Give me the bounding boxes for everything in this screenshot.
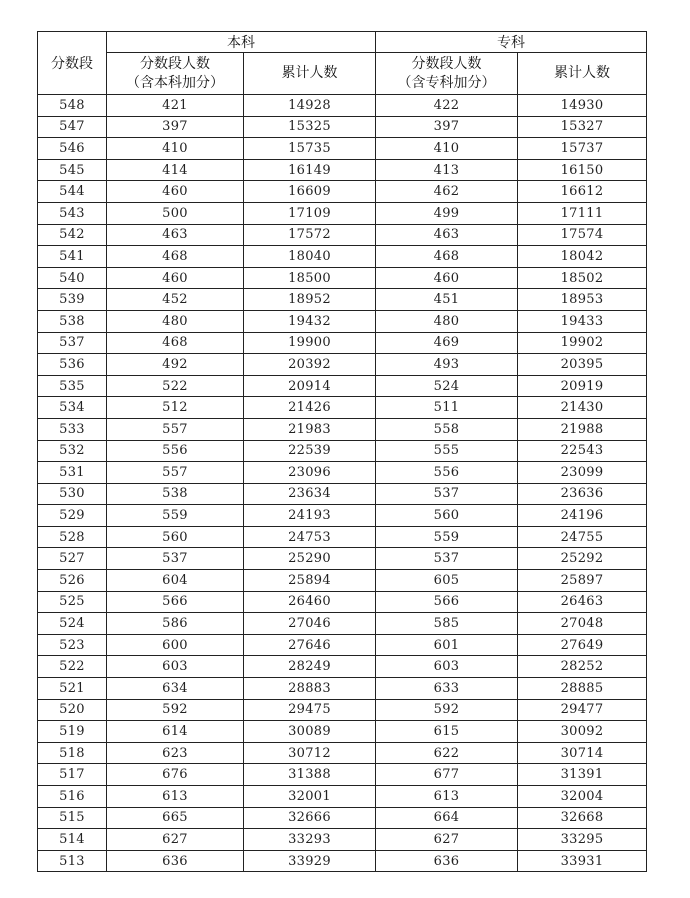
junior-count-cell: 493 xyxy=(376,354,518,376)
score-cell: 542 xyxy=(38,224,107,246)
score-cell: 531 xyxy=(38,462,107,484)
table-header xyxy=(38,32,647,95)
junior-cumulative-cell: 25292 xyxy=(518,548,647,570)
junior-cumulative-cell: 27048 xyxy=(518,613,647,635)
junior-cumulative-cell: 33295 xyxy=(518,829,647,851)
table-row xyxy=(38,95,647,117)
score-cell: 539 xyxy=(38,289,107,311)
undergrad-cumulative-cell: 18500 xyxy=(244,267,376,289)
score-cell: 515 xyxy=(38,807,107,829)
undergrad-count-cell: 460 xyxy=(107,267,244,289)
score-cell: 535 xyxy=(38,375,107,397)
undergrad-cumulative-cell: 32001 xyxy=(244,786,376,808)
junior-count-cell: 463 xyxy=(376,224,518,246)
table-row xyxy=(38,764,647,786)
score-cell: 523 xyxy=(38,634,107,656)
junior-count-cell: 469 xyxy=(376,332,518,354)
score-cell: 547 xyxy=(38,116,107,138)
table-row xyxy=(38,656,647,678)
junior-cumulative-cell: 17574 xyxy=(518,224,647,246)
score-cell: 520 xyxy=(38,699,107,721)
junior-cumulative-cell: 19433 xyxy=(518,310,647,332)
junior-cumulative-cell: 21430 xyxy=(518,397,647,419)
junior-group-header: 专科 xyxy=(376,32,647,53)
score-cell: 533 xyxy=(38,418,107,440)
undergrad-cumulative-cell: 16149 xyxy=(244,159,376,181)
undergrad-cumulative-cell: 17109 xyxy=(244,202,376,224)
junior-count-cell: 537 xyxy=(376,548,518,570)
table-row xyxy=(38,634,647,656)
table-row xyxy=(38,678,647,700)
undergrad-count-cell: 636 xyxy=(107,850,244,872)
table-row xyxy=(38,742,647,764)
junior-count-cell: 605 xyxy=(376,570,518,592)
junior-cumulative-cell: 17111 xyxy=(518,202,647,224)
undergrad-count-cell: 560 xyxy=(107,526,244,548)
table-row xyxy=(38,289,647,311)
junior-count-cell: 524 xyxy=(376,375,518,397)
table-row xyxy=(38,138,647,160)
undergrad-cumulative-cell: 14928 xyxy=(244,95,376,117)
undergrad-cumulative-cell: 18952 xyxy=(244,289,376,311)
undergrad-cumulative-cell: 27046 xyxy=(244,613,376,635)
score-cell: 528 xyxy=(38,526,107,548)
junior-count-header-line2: （含专科加分） xyxy=(397,74,496,91)
table-row xyxy=(38,699,647,721)
undergrad-count-cell: 537 xyxy=(107,548,244,570)
table-row xyxy=(38,505,647,527)
undergrad-count-cell: 634 xyxy=(107,678,244,700)
undergrad-count-cell: 492 xyxy=(107,354,244,376)
junior-count-cell: 537 xyxy=(376,483,518,505)
undergrad-count-cell: 480 xyxy=(107,310,244,332)
junior-cumulative-cell: 14930 xyxy=(518,95,647,117)
undergrad-count-cell: 627 xyxy=(107,829,244,851)
undergrad-cumulative-cell: 25290 xyxy=(244,548,376,570)
score-cell: 518 xyxy=(38,742,107,764)
junior-cumulative-cell: 18502 xyxy=(518,267,647,289)
table-row xyxy=(38,332,647,354)
table-row xyxy=(38,829,647,851)
undergrad-cumulative-cell: 20914 xyxy=(244,375,376,397)
undergrad-count-cell: 566 xyxy=(107,591,244,613)
junior-count-cell: 601 xyxy=(376,634,518,656)
junior-cumulative-cell: 18042 xyxy=(518,246,647,268)
junior-count-cell: 603 xyxy=(376,656,518,678)
undergrad-count-cell: 463 xyxy=(107,224,244,246)
table-row xyxy=(38,483,647,505)
undergrad-count-cell: 522 xyxy=(107,375,244,397)
junior-count-cell: 413 xyxy=(376,159,518,181)
undergrad-cumulative-cell: 16609 xyxy=(244,181,376,203)
table-row xyxy=(38,181,647,203)
junior-count-cell: 585 xyxy=(376,613,518,635)
table-row xyxy=(38,310,647,332)
undergrad-count-cell: 500 xyxy=(107,202,244,224)
undergrad-count-cell: 421 xyxy=(107,95,244,117)
undergrad-count-cell: 468 xyxy=(107,246,244,268)
undergrad-cumulative-cell: 24753 xyxy=(244,526,376,548)
undergrad-cumulative-cell: 26460 xyxy=(244,591,376,613)
table-row xyxy=(38,159,647,181)
undergrad-count-cell: 556 xyxy=(107,440,244,462)
undergrad-cumulative-cell: 21426 xyxy=(244,397,376,419)
undergrad-count-cell: 603 xyxy=(107,656,244,678)
junior-cumulative-cell: 16150 xyxy=(518,159,647,181)
undergrad-count-cell: 557 xyxy=(107,418,244,440)
table-row xyxy=(38,721,647,743)
junior-cumulative-cell: 25897 xyxy=(518,570,647,592)
junior-count-cell: 460 xyxy=(376,267,518,289)
undergrad-count-cell: 397 xyxy=(107,116,244,138)
undergrad-cumulative-cell: 32666 xyxy=(244,807,376,829)
junior-count-cell: 556 xyxy=(376,462,518,484)
junior-cumulative-cell: 19902 xyxy=(518,332,647,354)
undergrad-cumulative-cell: 22539 xyxy=(244,440,376,462)
junior-cumulative-cell: 20919 xyxy=(518,375,647,397)
undergrad-count-header xyxy=(107,53,244,95)
junior-count-cell: 636 xyxy=(376,850,518,872)
table-row xyxy=(38,613,647,635)
table-row xyxy=(38,202,647,224)
undergrad-count-header-line1: 分数段人数 xyxy=(140,55,210,72)
undergrad-count-cell: 586 xyxy=(107,613,244,635)
score-cell: 522 xyxy=(38,656,107,678)
undergrad-count-cell: 460 xyxy=(107,181,244,203)
score-cell: 517 xyxy=(38,764,107,786)
undergrad-count-cell: 665 xyxy=(107,807,244,829)
undergrad-group-header: 本科 xyxy=(107,32,376,53)
score-cell: 525 xyxy=(38,591,107,613)
score-cell: 514 xyxy=(38,829,107,851)
score-cell: 543 xyxy=(38,202,107,224)
junior-count-cell: 462 xyxy=(376,181,518,203)
undergrad-cumulative-cell: 18040 xyxy=(244,246,376,268)
undergrad-cumulative-cell: 29475 xyxy=(244,699,376,721)
undergrad-cumulative-cell: 24193 xyxy=(244,505,376,527)
header-row-top xyxy=(38,32,647,53)
score-cell: 540 xyxy=(38,267,107,289)
undergrad-cumulative-cell: 23634 xyxy=(244,483,376,505)
undergrad-count-cell: 676 xyxy=(107,764,244,786)
score-cell: 527 xyxy=(38,548,107,570)
junior-cumulative-cell: 31391 xyxy=(518,764,647,786)
undergrad-cumulative-cell: 28249 xyxy=(244,656,376,678)
junior-count-cell: 664 xyxy=(376,807,518,829)
undergrad-cumulative-cell: 20392 xyxy=(244,354,376,376)
junior-count-cell: 627 xyxy=(376,829,518,851)
junior-cumulative-cell: 32004 xyxy=(518,786,647,808)
undergrad-cumulative-cell: 27646 xyxy=(244,634,376,656)
undergrad-cumulative-cell: 33929 xyxy=(244,850,376,872)
score-cell: 544 xyxy=(38,181,107,203)
undergrad-cumulative-cell: 28883 xyxy=(244,678,376,700)
undergrad-count-cell: 538 xyxy=(107,483,244,505)
score-cell: 534 xyxy=(38,397,107,419)
junior-cumulative-cell: 22543 xyxy=(518,440,647,462)
undergrad-cumulative-cell: 19900 xyxy=(244,332,376,354)
table-row xyxy=(38,591,647,613)
undergrad-count-cell: 559 xyxy=(107,505,244,527)
header-row-sub xyxy=(38,53,647,95)
junior-cumulative-cell: 28885 xyxy=(518,678,647,700)
junior-count-cell: 397 xyxy=(376,116,518,138)
undergrad-cumulative-header: 累计人数 xyxy=(244,53,376,95)
junior-cumulative-cell: 26463 xyxy=(518,591,647,613)
table-row xyxy=(38,526,647,548)
score-cell: 526 xyxy=(38,570,107,592)
table-row xyxy=(38,354,647,376)
score-cell: 537 xyxy=(38,332,107,354)
undergrad-count-cell: 468 xyxy=(107,332,244,354)
undergrad-cumulative-cell: 31388 xyxy=(244,764,376,786)
undergrad-cumulative-cell: 25894 xyxy=(244,570,376,592)
junior-count-cell: 622 xyxy=(376,742,518,764)
junior-count-cell: 451 xyxy=(376,289,518,311)
junior-cumulative-cell: 16612 xyxy=(518,181,647,203)
score-distribution-table xyxy=(37,31,647,872)
undergrad-cumulative-cell: 30089 xyxy=(244,721,376,743)
junior-cumulative-cell: 15327 xyxy=(518,116,647,138)
score-cell: 532 xyxy=(38,440,107,462)
undergrad-cumulative-cell: 23096 xyxy=(244,462,376,484)
table-body xyxy=(38,95,647,872)
table-row xyxy=(38,418,647,440)
undergrad-count-header-line2: （含本科加分） xyxy=(126,74,224,91)
score-cell: 530 xyxy=(38,483,107,505)
junior-cumulative-cell: 27649 xyxy=(518,634,647,656)
undergrad-count-cell: 410 xyxy=(107,138,244,160)
score-cell: 536 xyxy=(38,354,107,376)
undergrad-cumulative-cell: 30712 xyxy=(244,742,376,764)
undergrad-count-cell: 557 xyxy=(107,462,244,484)
junior-count-cell: 559 xyxy=(376,526,518,548)
junior-count-cell: 410 xyxy=(376,138,518,160)
junior-count-cell: 480 xyxy=(376,310,518,332)
junior-count-cell: 511 xyxy=(376,397,518,419)
junior-cumulative-cell: 18953 xyxy=(518,289,647,311)
table-row xyxy=(38,246,647,268)
score-band-header: 分数段 xyxy=(38,32,107,95)
table-row xyxy=(38,462,647,484)
table-row xyxy=(38,548,647,570)
junior-count-cell: 613 xyxy=(376,786,518,808)
score-cell: 541 xyxy=(38,246,107,268)
junior-count-cell: 499 xyxy=(376,202,518,224)
junior-cumulative-cell: 30092 xyxy=(518,721,647,743)
score-cell: 513 xyxy=(38,850,107,872)
junior-cumulative-cell: 30714 xyxy=(518,742,647,764)
junior-count-cell: 677 xyxy=(376,764,518,786)
table-row xyxy=(38,397,647,419)
junior-count-cell: 560 xyxy=(376,505,518,527)
junior-cumulative-cell: 28252 xyxy=(518,656,647,678)
junior-cumulative-cell: 20395 xyxy=(518,354,647,376)
score-cell: 538 xyxy=(38,310,107,332)
junior-cumulative-cell: 15737 xyxy=(518,138,647,160)
junior-count-cell: 566 xyxy=(376,591,518,613)
junior-cumulative-cell: 21988 xyxy=(518,418,647,440)
score-cell: 524 xyxy=(38,613,107,635)
junior-count-cell: 422 xyxy=(376,95,518,117)
junior-count-cell: 558 xyxy=(376,418,518,440)
junior-count-header-line1: 分数段人数 xyxy=(411,55,482,72)
score-cell: 519 xyxy=(38,721,107,743)
score-cell: 546 xyxy=(38,138,107,160)
undergrad-count-cell: 614 xyxy=(107,721,244,743)
junior-cumulative-cell: 29477 xyxy=(518,699,647,721)
score-cell: 516 xyxy=(38,786,107,808)
undergrad-count-cell: 600 xyxy=(107,634,244,656)
table-row xyxy=(38,224,647,246)
undergrad-count-cell: 592 xyxy=(107,699,244,721)
undergrad-cumulative-cell: 15325 xyxy=(244,116,376,138)
undergrad-cumulative-cell: 15735 xyxy=(244,138,376,160)
undergrad-count-cell: 613 xyxy=(107,786,244,808)
junior-count-cell: 468 xyxy=(376,246,518,268)
score-cell: 521 xyxy=(38,678,107,700)
undergrad-cumulative-cell: 21983 xyxy=(244,418,376,440)
table-row xyxy=(38,375,647,397)
undergrad-cumulative-cell: 17572 xyxy=(244,224,376,246)
junior-cumulative-cell: 23636 xyxy=(518,483,647,505)
junior-count-cell: 633 xyxy=(376,678,518,700)
undergrad-cumulative-cell: 33293 xyxy=(244,829,376,851)
undergrad-count-cell: 604 xyxy=(107,570,244,592)
table-row xyxy=(38,440,647,462)
table-row xyxy=(38,786,647,808)
table-row xyxy=(38,807,647,829)
undergrad-count-cell: 414 xyxy=(107,159,244,181)
junior-cumulative-cell: 33931 xyxy=(518,850,647,872)
undergrad-cumulative-cell: 19432 xyxy=(244,310,376,332)
junior-cumulative-header: 累计人数 xyxy=(518,53,647,95)
score-cell: 529 xyxy=(38,505,107,527)
junior-count-header xyxy=(376,53,518,95)
table-row xyxy=(38,850,647,872)
table-row xyxy=(38,116,647,138)
table-row xyxy=(38,570,647,592)
junior-count-cell: 592 xyxy=(376,699,518,721)
junior-cumulative-cell: 23099 xyxy=(518,462,647,484)
junior-count-cell: 615 xyxy=(376,721,518,743)
undergrad-count-cell: 452 xyxy=(107,289,244,311)
table-row xyxy=(38,267,647,289)
junior-cumulative-cell: 24196 xyxy=(518,505,647,527)
score-cell: 548 xyxy=(38,95,107,117)
junior-cumulative-cell: 24755 xyxy=(518,526,647,548)
undergrad-count-cell: 512 xyxy=(107,397,244,419)
undergrad-count-cell: 623 xyxy=(107,742,244,764)
score-cell: 545 xyxy=(38,159,107,181)
junior-cumulative-cell: 32668 xyxy=(518,807,647,829)
junior-count-cell: 555 xyxy=(376,440,518,462)
